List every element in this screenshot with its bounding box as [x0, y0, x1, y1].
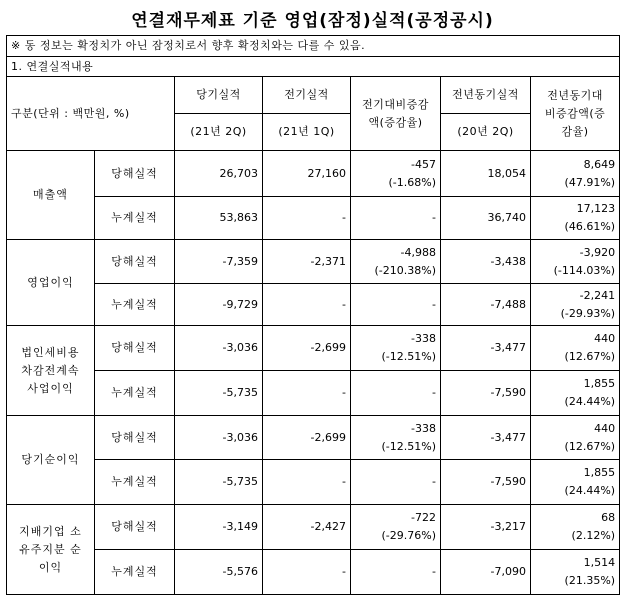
cell-yoy-change: [531, 151, 620, 197]
cell-prior: -2,371: [263, 240, 351, 284]
yoy-rate: (46.61%): [564, 220, 616, 233]
cell-current: 26,703: [175, 151, 263, 197]
row-type: 당해실적: [95, 505, 175, 550]
qoq-amount: -722: [411, 511, 436, 524]
yoy-amount: 1,855: [583, 466, 616, 479]
section-title: 1. 연결실적내용: [7, 57, 620, 77]
qoq-rate: (-29.76%): [381, 529, 436, 542]
cell-yoy-change: [531, 505, 620, 550]
table-row: [7, 371, 620, 416]
cell-current: -9,729: [175, 284, 263, 326]
qoq-amount: -4,988: [400, 245, 436, 259]
row-category: [7, 416, 95, 505]
qoq-amount: -: [432, 297, 436, 311]
qoq-amount: -: [432, 565, 436, 578]
qoq-rate: (-1.68%): [388, 175, 436, 189]
cell-qoq-change: [351, 371, 441, 416]
header-qoq: [351, 77, 441, 151]
qoq-rate: (-12.51%): [381, 439, 436, 453]
cell-qoq-change: [351, 240, 441, 284]
row-category-line: 지배기업 소: [19, 524, 82, 538]
cell-yoy-change: [531, 197, 620, 240]
cell-current: 53,863: [175, 197, 263, 240]
yoy-rate: (-29.93%): [560, 306, 616, 320]
cell-qoq-change: [351, 326, 441, 371]
header-qoq-line1: 전기대비증감: [362, 97, 429, 111]
qoq-amount: -338: [411, 421, 436, 435]
yoy-amount: -2,241: [579, 288, 616, 302]
row-category-line: 차감전계속: [21, 363, 80, 377]
cell-qoq-change: [351, 197, 441, 240]
cell-current: -5,735: [175, 371, 263, 416]
cell-prior: -2,427: [263, 505, 351, 550]
table-row: [7, 505, 620, 550]
row-type: 누계실적: [95, 284, 175, 326]
yoy-amount: 17,123: [576, 202, 616, 215]
cell-yoy-base: 36,740: [441, 197, 531, 240]
qoq-amount: -457: [411, 157, 436, 171]
yoy-amount: 8,649: [583, 157, 616, 171]
row-category-line: 법인세비용: [21, 345, 80, 359]
yoy-rate: (2.12%): [571, 529, 616, 542]
cell-current: -3,149: [175, 505, 263, 550]
cell-yoy-change: [531, 550, 620, 595]
cell-yoy-base: -7,090: [441, 550, 531, 595]
cell-current: -3,036: [175, 416, 263, 460]
cell-yoy-base: 18,054: [441, 151, 531, 197]
table-row: [7, 284, 620, 326]
header-prior: 전기실적: [263, 77, 351, 114]
yoy-rate: (47.91%): [564, 175, 616, 189]
header-current: 당기실적: [175, 77, 263, 114]
cell-current: -7,359: [175, 240, 263, 284]
yoy-amount: 68: [601, 511, 616, 524]
cell-prior: -: [263, 460, 351, 505]
row-category: [7, 151, 95, 240]
row-type: 당해실적: [95, 416, 175, 460]
cell-yoy-base: -3,217: [441, 505, 531, 550]
page-title: 연결재무제표 기준 영업(잠정)실적(공정공시): [131, 11, 494, 31]
row-type: 누계실적: [95, 460, 175, 505]
yoy-rate: (24.44%): [564, 395, 616, 408]
yoy-amount: 440: [594, 421, 616, 435]
cell-current: -5,735: [175, 460, 263, 505]
row-type: 누계실적: [95, 197, 175, 240]
cell-yoy-base: -7,590: [441, 460, 531, 505]
cell-prior: -: [263, 371, 351, 416]
table-row: [7, 326, 620, 371]
cell-yoy-change: [531, 284, 620, 326]
cell-qoq-change: [351, 284, 441, 326]
cell-yoy-change: [531, 460, 620, 505]
header-yoy-line2: 비증감액(증: [544, 106, 606, 120]
cell-qoq-change: [351, 416, 441, 460]
yoy-rate: (21.35%): [564, 574, 616, 587]
table-row: [7, 240, 620, 284]
yoy-amount: 440: [594, 332, 616, 345]
row-type: 누계실적: [95, 550, 175, 595]
row-category-line: 이익: [38, 560, 63, 574]
qoq-amount: -338: [411, 332, 436, 345]
header-yoy-line1: 전년동기대: [547, 88, 603, 102]
cell-yoy-base: -7,590: [441, 371, 531, 416]
yoy-amount: 1,514: [583, 556, 616, 569]
qoq-amount: -: [432, 386, 436, 399]
header-category: 구분(단위 : 백만원, %): [7, 77, 175, 151]
row-category-line: 영업이익: [27, 275, 74, 289]
cell-qoq-change: [351, 151, 441, 197]
yoy-amount: -3,920: [579, 245, 616, 259]
cell-yoy-change: [531, 240, 620, 284]
header-prior-period: (21년 1Q): [263, 114, 351, 151]
row-category-line: 매출액: [33, 188, 68, 201]
header-yoy-base-period: (20년 2Q): [441, 114, 531, 151]
table-row: [7, 416, 620, 460]
qoq-amount: -: [432, 211, 436, 224]
cell-prior: -: [263, 550, 351, 595]
qoq-rate: (-210.38%): [374, 263, 436, 277]
qoq-rate: (-12.51%): [381, 350, 436, 363]
header-yoy: [531, 77, 620, 151]
cell-yoy-change: [531, 371, 620, 416]
cell-qoq-change: [351, 550, 441, 595]
table-row: [7, 550, 620, 595]
row-type: 누계실적: [95, 371, 175, 416]
row-type: 당해실적: [95, 240, 175, 284]
cell-yoy-change: [531, 416, 620, 460]
cell-qoq-change: [351, 505, 441, 550]
cell-yoy-change: [531, 326, 620, 371]
header-qoq-line2: 액(증감율): [368, 115, 423, 129]
yoy-rate: (-114.03%): [553, 263, 616, 277]
earnings-table: [6, 35, 620, 595]
cell-yoy-base: -3,477: [441, 326, 531, 371]
cell-current: -3,036: [175, 326, 263, 371]
cell-yoy-base: -3,477: [441, 416, 531, 460]
row-type: 당해실적: [95, 326, 175, 371]
notice-row: [7, 36, 620, 57]
cell-yoy-base: -3,438: [441, 240, 531, 284]
table-row: [7, 197, 620, 240]
header-current-period: (21년 2Q): [175, 114, 263, 151]
yoy-rate: (12.67%): [564, 439, 616, 453]
cell-current: -5,576: [175, 550, 263, 595]
row-category: [7, 326, 95, 416]
cell-prior: -: [263, 284, 351, 326]
cell-yoy-base: -7,488: [441, 284, 531, 326]
notice-text: ※ 동 정보는 확정치가 아닌 잠정치로서 향후 확정치와는 다를 수 있음.: [7, 36, 620, 57]
row-category-line: 유주지분 순: [19, 542, 82, 556]
section-row: [7, 57, 620, 77]
header-yoy-base: 전년동기실적: [441, 77, 531, 114]
yoy-rate: (24.44%): [564, 484, 616, 497]
cell-prior: -2,699: [263, 416, 351, 460]
cell-prior: -2,699: [263, 326, 351, 371]
cell-qoq-change: [351, 460, 441, 505]
header-yoy-line3: 감율): [561, 124, 589, 138]
table-row: [7, 151, 620, 197]
cell-prior: 27,160: [263, 151, 351, 197]
header-row-1: [7, 77, 620, 114]
yoy-rate: (12.67%): [564, 350, 616, 363]
cell-prior: -: [263, 197, 351, 240]
row-type: 당해실적: [95, 151, 175, 197]
row-category: [7, 505, 95, 595]
table-row: [7, 460, 620, 505]
row-category-line: 사업이익: [27, 381, 74, 395]
row-category-line: 당기순이익: [21, 453, 80, 466]
row-category: [7, 240, 95, 326]
qoq-amount: -: [432, 475, 436, 488]
yoy-amount: 1,855: [583, 377, 616, 390]
